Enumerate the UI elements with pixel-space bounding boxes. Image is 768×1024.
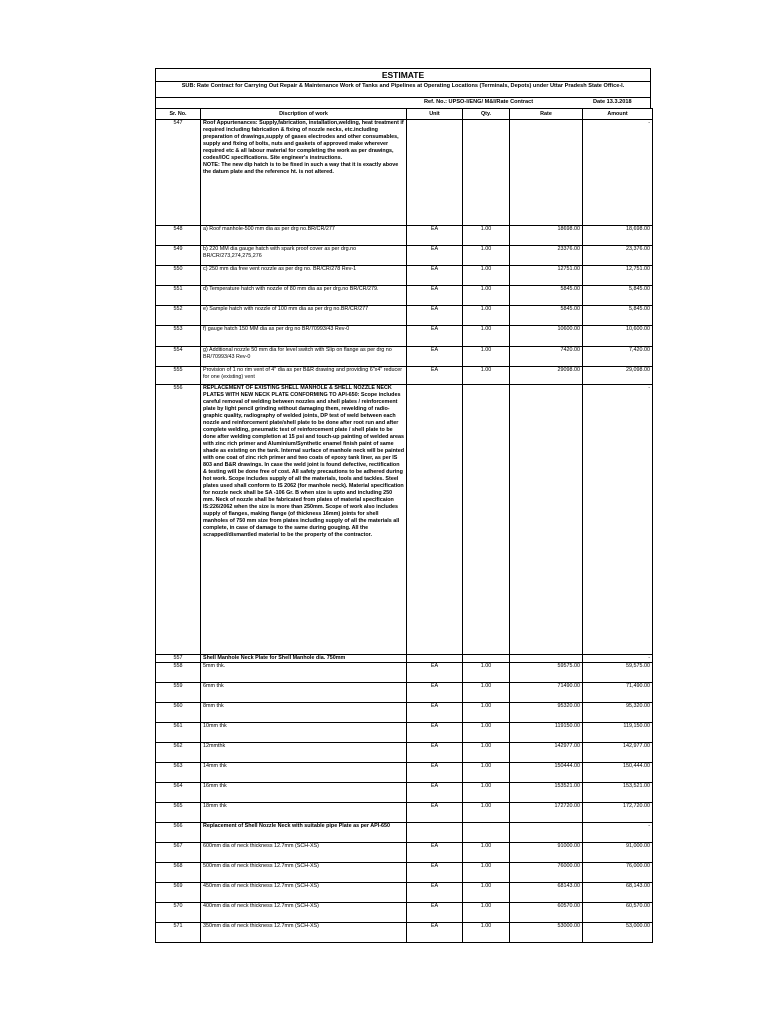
cell-unit (407, 655, 463, 663)
cell-sr-no: 568 (156, 863, 201, 883)
cell-sr-no: 555 (156, 367, 201, 385)
cell-description: 18mm thk (201, 803, 407, 823)
cell-unit: EA (407, 743, 463, 763)
cell-sr-no: 565 (156, 803, 201, 823)
cell-unit: EA (407, 803, 463, 823)
cell-amount: 12,751.00 (583, 266, 653, 286)
cell-unit: EA (407, 903, 463, 923)
col-header-rate: Rate (510, 109, 583, 120)
estimate-sheet (155, 68, 651, 943)
cell-amount: 7,420.00 (583, 347, 653, 367)
cell-amount: 29,098.00 (583, 367, 653, 385)
table-row (156, 703, 653, 723)
cell-unit: EA (407, 326, 463, 347)
cell-rate: 91000.00 (510, 843, 583, 863)
cell-rate: 172720.00 (510, 803, 583, 823)
table-row (156, 883, 653, 903)
cell-sr-no: 561 (156, 723, 201, 743)
col-header-description: Discription of work (201, 109, 407, 120)
table-row (156, 385, 653, 655)
cell-sr-no: 557 (156, 655, 201, 663)
cell-amount: 119,150.00 (583, 723, 653, 743)
cell-qty: 1.00 (463, 367, 510, 385)
cell-sr-no: 562 (156, 743, 201, 763)
cell-qty: 1.00 (463, 763, 510, 783)
cell-description: REPLACEMENT OF EXISTING SHELL MANHOLE & SHELL NOZZLE NECK PLATES WITH NEW NECK PLATE CONFORMING TO API-650: Scope includes careful removal of welding between nozzles and shell plates / reinforcement plate by light pencil grinding without damaging them, rewelding of radio-graphic quality, radiography of welded joints, DP test of weld between each nozzle and reinforcement plate/shell plate to be done after root run and after complete welding, pneumatic test of reinforcement plate / shell plate to be done after welding completion at 15 psi and touch-up painting of welded areas with zinc rich primer and Aluminium/Synthetic enamel finish paint of same shade as existing on the tank. Internal surface of manhole neck will be painted with one coat of zinc rich primer and two coats of epoxy tank liner, as per IS 803 and B&R drawings. In case the weld joint is found defective, rectification & testing will be done free of cost. All safety precautions to be adhered during hot work. Scope includes supply of all the materials, tools and tackles. Steel plates used shall conform to IS 2062 (for manhole neck). Material specification for nozzle neck shall be SA -106 Gr. B when size is upto and including 250 mm. Neck of nozzle shall be fabricated from plates of material specificaion IS:226/2062 when the size is more than 250mm. Scope of work also includes supply of flanges, making flange (of thickness 16mm) joints for shell manholes of 750 mm size from plates including supply of all the materials all complete, in case of damage to the same during gouging. All the scrapped/dismantled material to be the property of the contractor. (201, 385, 407, 655)
cell-qty: 1.00 (463, 683, 510, 703)
table-row (156, 683, 653, 703)
table-row (156, 326, 653, 347)
cell-unit: EA (407, 883, 463, 903)
cell-amount: 5,845.00 (583, 306, 653, 326)
cell-rate: 119150.00 (510, 723, 583, 743)
cell-sr-no: 567 (156, 843, 201, 863)
col-header-qty: Qty. (463, 109, 510, 120)
reference-row (155, 97, 651, 108)
cell-unit: EA (407, 286, 463, 306)
table-row (156, 843, 653, 863)
cell-qty: 1.00 (463, 663, 510, 683)
cell-amount: - (583, 385, 653, 655)
cell-description: c) 250 mm dia free vent nozzle as per drg no. BR/CR/278 Rev-1 (201, 266, 407, 286)
cell-qty: 1.00 (463, 903, 510, 923)
cell-unit (407, 120, 463, 226)
cell-sr-no: 566 (156, 823, 201, 843)
cell-unit: EA (407, 703, 463, 723)
cell-unit: EA (407, 783, 463, 803)
cell-rate: 5845.00 (510, 306, 583, 326)
page-title: ESTIMATE (155, 68, 651, 81)
cell-amount: 68,143.00 (583, 883, 653, 903)
cell-rate: 76000.00 (510, 863, 583, 883)
cell-qty: 1.00 (463, 286, 510, 306)
table-row (156, 863, 653, 883)
table-row (156, 120, 653, 226)
cell-unit: EA (407, 246, 463, 266)
table-header-row (156, 109, 653, 120)
cell-description: 450mm dia of neck thickness 12.7mm (SCH-XS) (201, 883, 407, 903)
cell-description: 10mm thk (201, 723, 407, 743)
cell-rate (510, 655, 583, 663)
col-header-sr: Sr. No. (156, 109, 201, 120)
cell-qty: 1.00 (463, 743, 510, 763)
cell-sr-no: 549 (156, 246, 201, 266)
cell-sr-no: 570 (156, 903, 201, 923)
cell-amount: - (583, 655, 653, 663)
cell-qty: 1.00 (463, 883, 510, 903)
cell-description: 400mm dia of neck thickness 12.7mm (SCH-XS) (201, 903, 407, 923)
cell-amount: 95,320.00 (583, 703, 653, 723)
cell-qty: 1.00 (463, 723, 510, 743)
cell-unit: EA (407, 226, 463, 246)
col-header-amount: Amount (583, 109, 653, 120)
cell-rate: 95320.00 (510, 703, 583, 723)
cell-sr-no: 564 (156, 783, 201, 803)
cell-rate: 150444.00 (510, 763, 583, 783)
table-row (156, 763, 653, 783)
cell-rate: 71490.00 (510, 683, 583, 703)
cell-qty (463, 823, 510, 843)
table-row (156, 783, 653, 803)
cell-description: f) gauge hatch 150 MM dia as per drg no BR/70993/43 Rev-0 (201, 326, 407, 347)
cell-unit: EA (407, 843, 463, 863)
cell-qty: 1.00 (463, 803, 510, 823)
cell-unit: EA (407, 863, 463, 883)
cell-qty: 1.00 (463, 923, 510, 943)
cell-rate: 29098.00 (510, 367, 583, 385)
cell-sr-no: 548 (156, 226, 201, 246)
table-row (156, 743, 653, 763)
cell-amount: 18,698.00 (583, 226, 653, 246)
cell-description: Shell Manhole Neck Plate for Shell Manhole dia. 750mm (201, 655, 407, 663)
cell-description: d) Temperature hatch with nozzle of 80 mm dia as per drg.no BR/CR/279. (201, 286, 407, 306)
cell-amount: 172,720.00 (583, 803, 653, 823)
cell-qty: 1.00 (463, 306, 510, 326)
table-row (156, 803, 653, 823)
cell-amount: 5,845.00 (583, 286, 653, 306)
cell-sr-no: 569 (156, 883, 201, 903)
cell-unit: EA (407, 367, 463, 385)
document-date: Date 13.3.2018 (593, 99, 632, 105)
cell-amount: 153,521.00 (583, 783, 653, 803)
cell-description: e) Sample hatch with nozzle of 100 mm dia as per drg no.BR/CR/277 (201, 306, 407, 326)
cell-amount: 53,000.00 (583, 923, 653, 943)
cell-rate: 23376.00 (510, 246, 583, 266)
cell-sr-no: 552 (156, 306, 201, 326)
cell-unit (407, 385, 463, 655)
table-row (156, 903, 653, 923)
cell-qty: 1.00 (463, 326, 510, 347)
table-body (156, 120, 653, 943)
cell-qty: 1.00 (463, 226, 510, 246)
cell-qty (463, 385, 510, 655)
cell-description: b) 220 MM dia gauge hatch with spark proof cover as per drg.no BR/CR/273,274,275,276 (201, 246, 407, 266)
cell-unit: EA (407, 266, 463, 286)
cell-sr-no: 553 (156, 326, 201, 347)
table-row (156, 266, 653, 286)
cell-description: 350mm dia of neck thickness 12.7mm (SCH-XS) (201, 923, 407, 943)
cell-description: g) Additional nozzle 50 mm dia for level switch with Slip on flange as per drg no BR/70993/43 Rev-0 (201, 347, 407, 367)
cell-rate: 153521.00 (510, 783, 583, 803)
cell-description: 500mm dia of neck thickness 12.7mm (SCH-XS) (201, 863, 407, 883)
cell-amount: 23,376.00 (583, 246, 653, 266)
cell-rate: 60570.00 (510, 903, 583, 923)
table-row (156, 723, 653, 743)
cell-rate: 142977.00 (510, 743, 583, 763)
cell-rate: 5845.00 (510, 286, 583, 306)
cell-qty (463, 120, 510, 226)
table-row (156, 286, 653, 306)
cell-description: Roof Appurtenances: Supply,fabrication, installation,welding, heat treatment if required including fabrication & fixing of nozzle necks, etc.including preparation of drawings,supply of gases electrodes and other consumables, supply and fixing of bolts, nuts and gaskets of approved make wherever required etc & all labour material for completing the work as per drawings, codes/IOC specifications. Site engineer's instructions. NOTE: The new dip hatch is to be fixed in such a way that it is exactly above the datum plate and the reference ht. is not altered. (201, 120, 407, 226)
cell-amount: 71,490.00 (583, 683, 653, 703)
cell-rate: 12751.00 (510, 266, 583, 286)
cell-unit: EA (407, 663, 463, 683)
cell-unit: EA (407, 723, 463, 743)
table-row (156, 823, 653, 843)
cell-description: 600mm dia of neck thickness 12.7mm (SCH-XS) (201, 843, 407, 863)
table-row (156, 655, 653, 663)
cell-amount: - (583, 120, 653, 226)
cell-unit: EA (407, 683, 463, 703)
cell-qty: 1.00 (463, 266, 510, 286)
table-row (156, 246, 653, 266)
cell-sr-no: 571 (156, 923, 201, 943)
cell-rate (510, 120, 583, 226)
cell-unit: EA (407, 306, 463, 326)
cell-sr-no: 559 (156, 683, 201, 703)
cell-rate: 7420.00 (510, 347, 583, 367)
cell-description: 12mmthk (201, 743, 407, 763)
cell-description: 5mm thk. (201, 663, 407, 683)
cell-amount: 59,575.00 (583, 663, 653, 683)
cell-qty (463, 655, 510, 663)
cell-description: 14mm thk (201, 763, 407, 783)
table-row (156, 226, 653, 246)
subject-line: SUB: Rate Contract for Carrying Out Repair & Maintenance Work of Tanks and Pipelines at Operating Locations (Terminals, Depots) under Uttar Pradesh State Office-I. (155, 81, 651, 97)
table-row (156, 306, 653, 326)
cell-rate: 18698.00 (510, 226, 583, 246)
reference-number: Ref. No.: UPSO-I/ENG/ M&I/Rate Contract (424, 99, 534, 105)
table-row (156, 663, 653, 683)
cell-amount: 10,600.00 (583, 326, 653, 347)
cell-qty: 1.00 (463, 843, 510, 863)
cell-amount: 76,000.00 (583, 863, 653, 883)
cell-unit: EA (407, 347, 463, 367)
cell-sr-no: 547 (156, 120, 201, 226)
col-header-unit: Unit (407, 109, 463, 120)
cell-description: 8mm thk (201, 703, 407, 723)
cell-qty: 1.00 (463, 347, 510, 367)
cell-sr-no: 551 (156, 286, 201, 306)
cell-qty: 1.00 (463, 783, 510, 803)
cell-amount: 91,000.00 (583, 843, 653, 863)
cell-rate: 53000.00 (510, 923, 583, 943)
table-row (156, 347, 653, 367)
cell-amount: - (583, 823, 653, 843)
cell-qty: 1.00 (463, 246, 510, 266)
cell-description: Provision of 1 no rim vent of 4" dia as per B&R drawing and providing 6"x4" reducer for one (existing) vent (201, 367, 407, 385)
cell-description: 6mm thk (201, 683, 407, 703)
cell-description: Replacement of Shell Nozzle Neck with suitable pipe Plate as per API-650 (201, 823, 407, 843)
cell-sr-no: 550 (156, 266, 201, 286)
cell-qty: 1.00 (463, 863, 510, 883)
cell-rate (510, 385, 583, 655)
cell-unit: EA (407, 923, 463, 943)
cell-sr-no: 554 (156, 347, 201, 367)
cell-amount: 60,570.00 (583, 903, 653, 923)
cell-sr-no: 560 (156, 703, 201, 723)
table-row (156, 923, 653, 943)
cell-rate: 10600.00 (510, 326, 583, 347)
cell-sr-no: 556 (156, 385, 201, 655)
cell-description: 16mm thk (201, 783, 407, 803)
cell-unit: EA (407, 763, 463, 783)
cell-sr-no: 558 (156, 663, 201, 683)
cell-rate: 59575.00 (510, 663, 583, 683)
cell-qty: 1.00 (463, 703, 510, 723)
cell-rate: 68143.00 (510, 883, 583, 903)
cell-sr-no: 563 (156, 763, 201, 783)
cell-rate (510, 823, 583, 843)
cell-unit (407, 823, 463, 843)
cell-description: a) Roof manhole-500 mm dia as per drg no.BR/CR/277 (201, 226, 407, 246)
estimate-table (155, 108, 653, 943)
cell-amount: 142,977.00 (583, 743, 653, 763)
table-row (156, 367, 653, 385)
cell-amount: 150,444.00 (583, 763, 653, 783)
